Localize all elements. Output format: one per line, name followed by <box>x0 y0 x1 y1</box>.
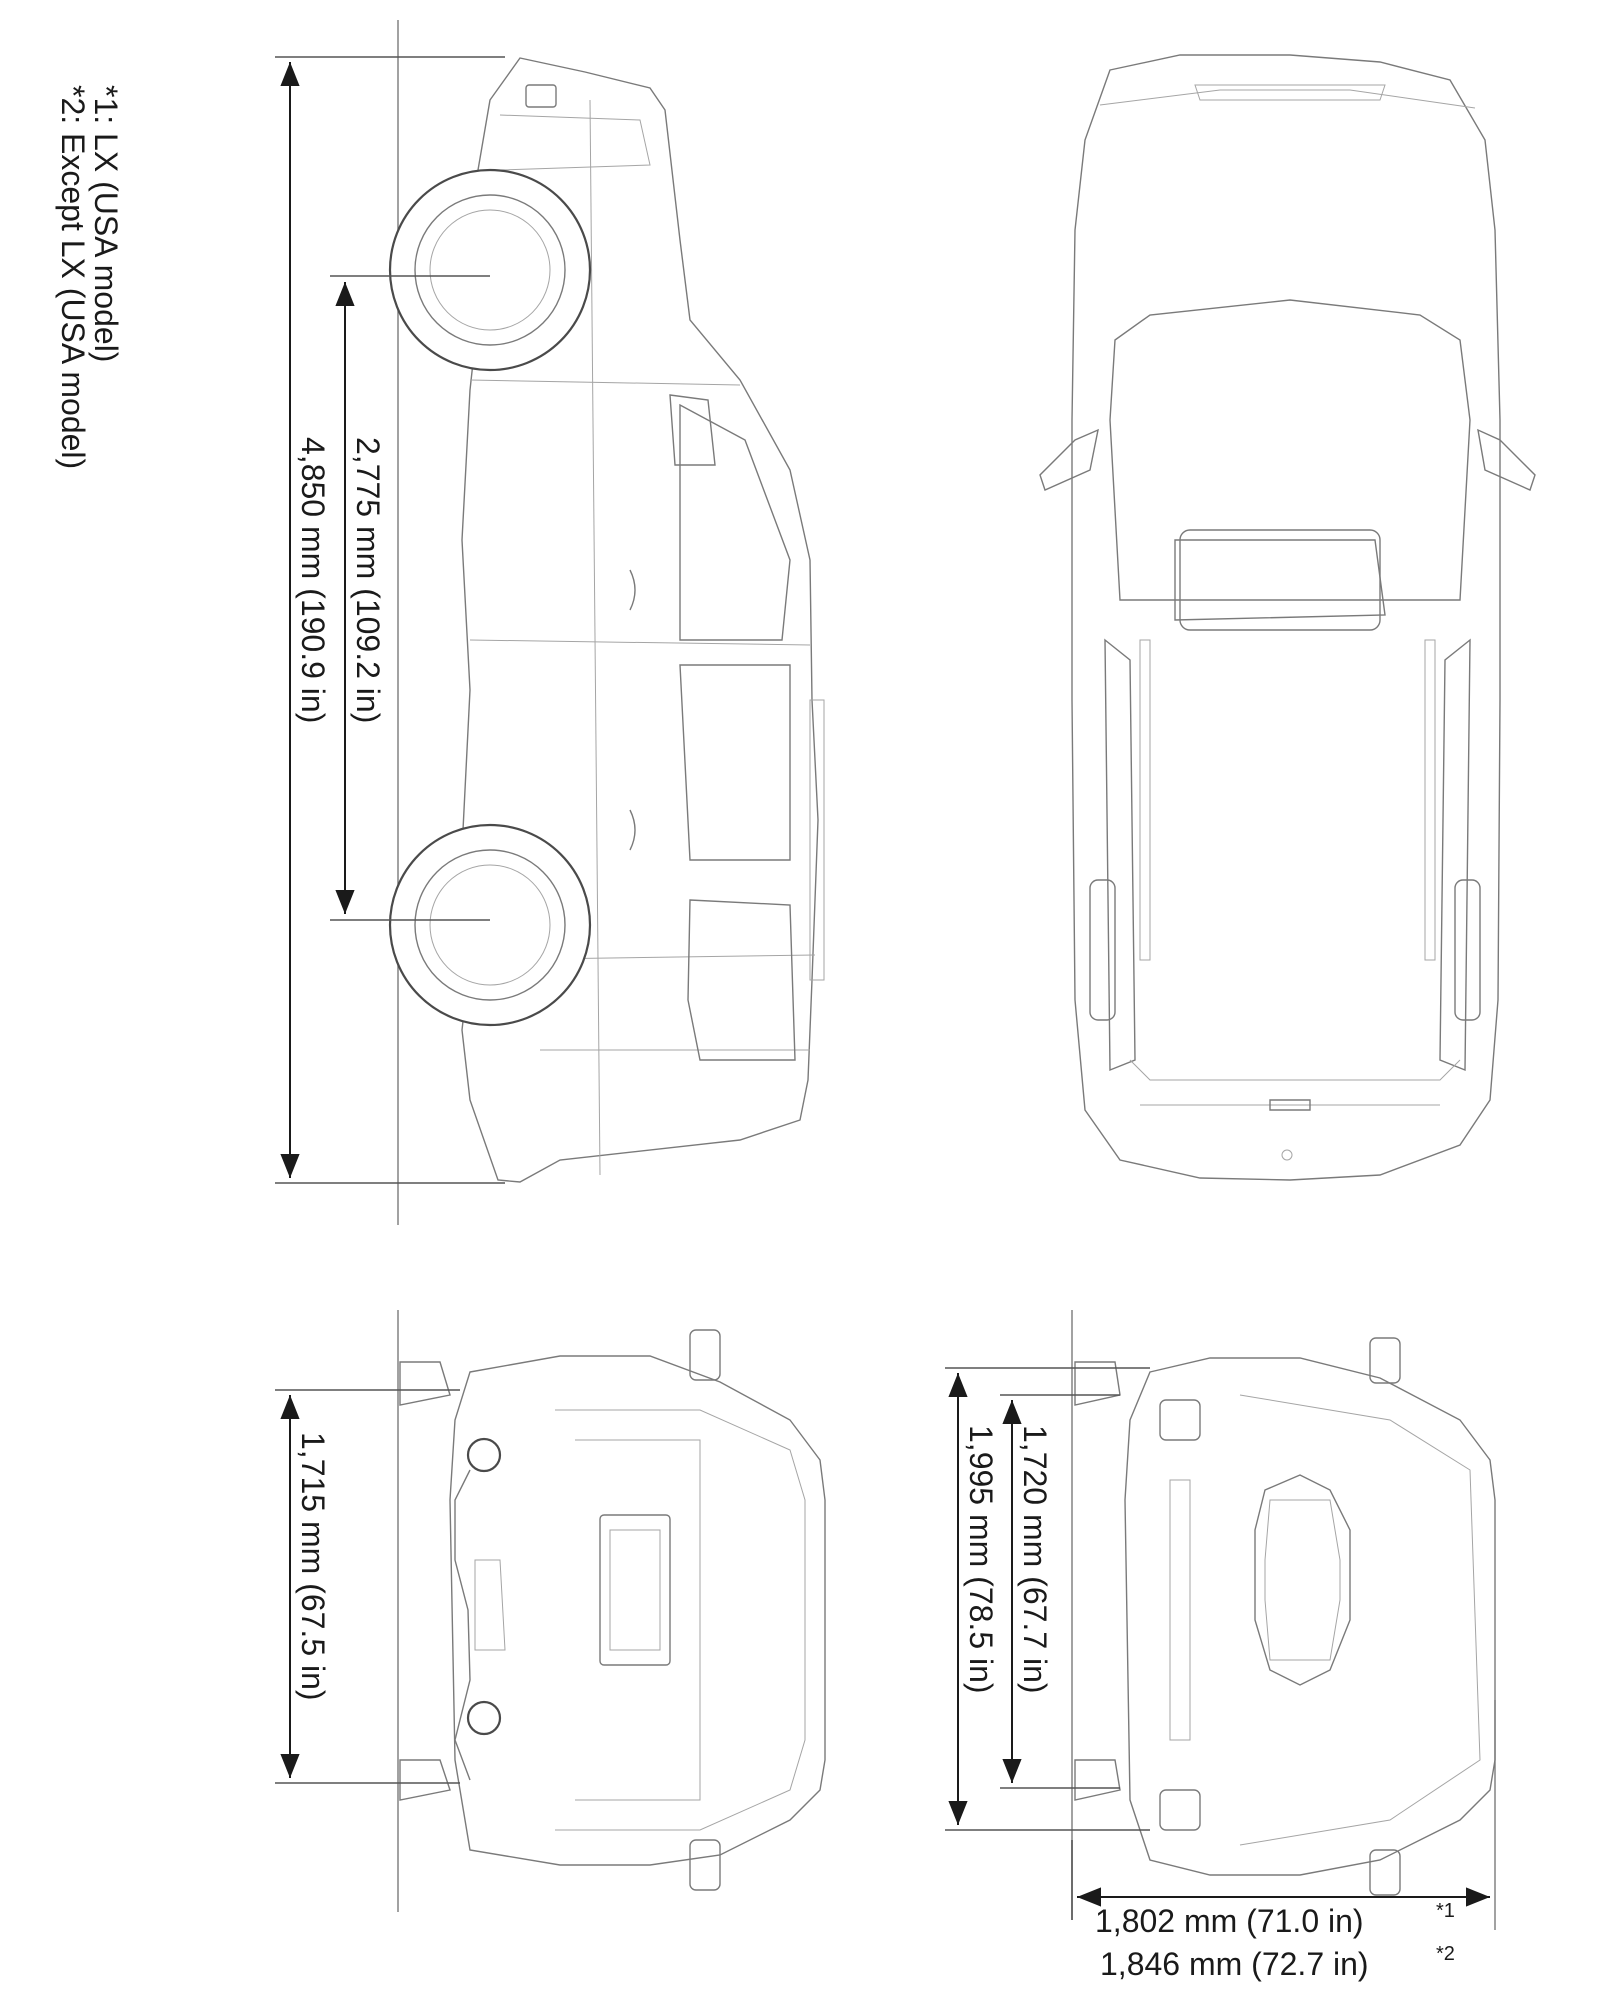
overall-height-label: 1,995 mm (78.5 in) <box>963 1425 999 1694</box>
width-other-marker: *2 <box>1436 1943 1455 1965</box>
rear-view-vehicle <box>398 1310 825 1912</box>
top-view-vehicle <box>1040 55 1535 1180</box>
front-view-vehicle <box>1072 1310 1495 1930</box>
wheelbase-label: 2,775 mm (109.2 in) <box>350 437 386 724</box>
note-except-lx: *2: Except LX (USA model) <box>55 85 91 470</box>
side-view-vehicle <box>390 20 824 1225</box>
overall-length-label: 4,850 mm (190.9 in) <box>295 437 331 724</box>
width-lx-marker: *1 <box>1436 1900 1455 1922</box>
width-lx-label: 1,802 mm (71.0 in) <box>1095 1903 1364 1939</box>
note-lx: *1: LX (USA model) <box>88 85 124 363</box>
front-track-label: 1,720 mm (67.7 in) <box>1017 1425 1053 1694</box>
rear-track-label: 1,715 mm (67.5 in) <box>295 1432 331 1701</box>
width-other-label: 1,846 mm (72.7 in) <box>1100 1946 1369 1982</box>
